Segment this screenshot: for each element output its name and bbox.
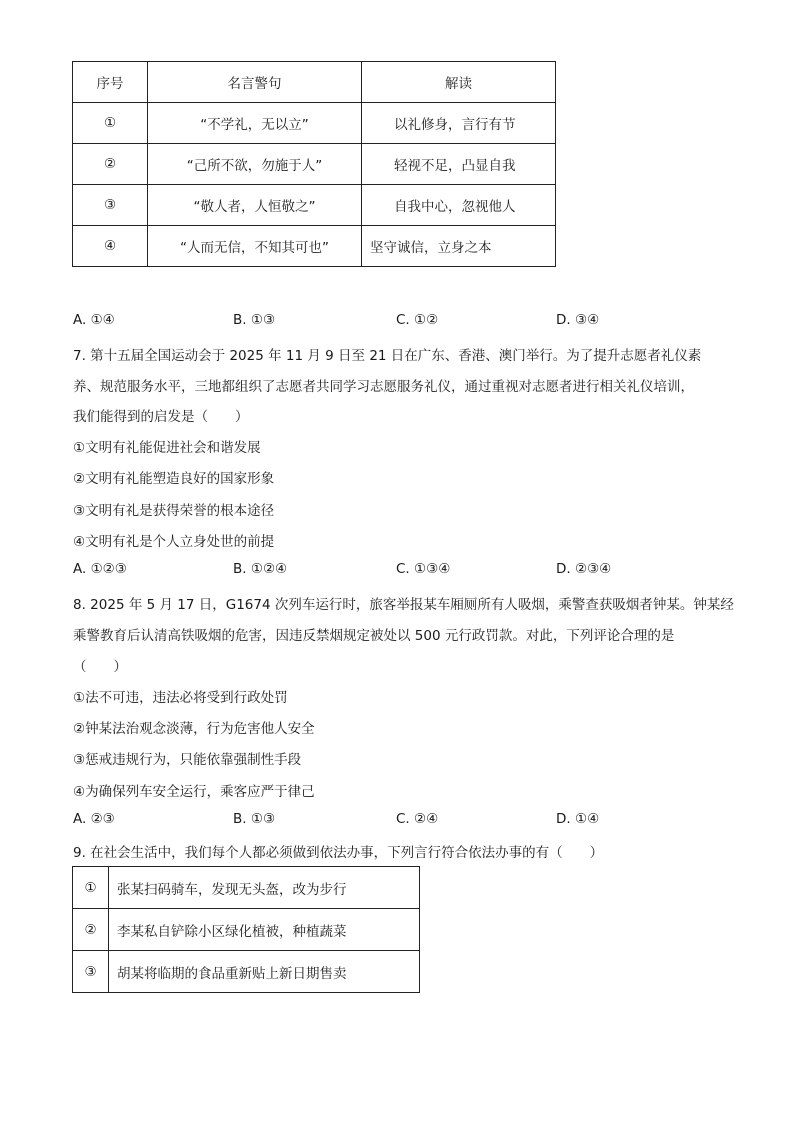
header-quote: 名言警句	[148, 62, 362, 103]
option-c: C. ②④	[396, 811, 439, 827]
statement-item: ③惩戒违规行为，只能依靠强制性手段	[73, 752, 302, 768]
option-d: D. ③④	[556, 312, 600, 328]
row-number: ①	[73, 103, 148, 144]
question-stem: 我们能得到的启发是（ ）	[73, 409, 249, 425]
behaviors-table	[72, 866, 420, 993]
row-quote: “不学礼，无以立”	[148, 103, 362, 144]
option-c: C. ①③④	[396, 561, 451, 577]
question-stem: 养、规范服务水平，三地都组织了志愿者共同学习志愿服务礼仪，通过重视对志愿者进行相关礼仪培训，	[73, 379, 694, 395]
row-number: ②	[73, 909, 109, 951]
row-meaning-cell	[362, 103, 556, 144]
statement-item: ②文明有礼能塑造良好的国家形象	[73, 471, 275, 487]
question-9-stem: 9. 在社会生活中，我们每个人都必须做到依法办事，下列言行符合依法办事的有（ ）	[73, 845, 604, 861]
table-row	[73, 867, 420, 909]
row-meaning: 以礼修身，言行有节	[394, 117, 516, 133]
header-meaning: 解读	[362, 62, 556, 103]
question-stem: （ ）	[73, 659, 127, 675]
question-stem: 8. 2025 年 5 月 17 日，G1674 次列车运行时，旅客举报某车厢厕所有人吸烟，乘警查获吸烟者钟某。钟某经	[73, 597, 734, 613]
option-c: C. ①②	[396, 312, 439, 328]
row-text: 张某扫码骑车，发现无头盔，改为步行	[109, 867, 420, 909]
statement-item: ④为确保列车安全运行，乘客应严于律己	[73, 784, 315, 800]
row-quote: “己所不欲，勿施于人”	[148, 144, 362, 185]
row-number: ③	[73, 185, 148, 226]
option-d: D. ②③④	[556, 561, 612, 577]
row-quote: “敬人者，人恒敬之”	[148, 185, 362, 226]
option-a: A. ①④	[73, 312, 115, 328]
table-row	[73, 185, 556, 226]
row-meaning-cell	[362, 185, 556, 226]
statement-item: ③文明有礼是获得荣誉的根本途径	[73, 503, 275, 519]
table-row	[73, 909, 420, 951]
header-number: 序号	[73, 62, 148, 103]
option-a: A. ②③	[73, 811, 115, 827]
table-header-row	[73, 62, 556, 103]
table-row	[73, 103, 556, 144]
option-b: B. ①③	[233, 312, 276, 328]
statement-item: ④文明有礼是个人立身处世的前提	[73, 534, 275, 550]
row-number: ①	[73, 867, 109, 909]
option-b: B. ①②④	[233, 561, 288, 577]
table-row	[73, 144, 556, 185]
row-meaning-cell	[362, 144, 556, 185]
row-meaning: 自我中心，忽视他人	[394, 199, 516, 215]
row-number: ②	[73, 144, 148, 185]
row-quote: “人而无信，不知其可也”	[148, 226, 362, 267]
row-number: ③	[73, 951, 109, 993]
row-text: 胡某将临期的食品重新贴上新日期售卖	[109, 951, 420, 993]
option-b: B. ①③	[233, 811, 276, 827]
table-row	[73, 951, 420, 993]
row-text: 李某私自铲除小区绿化植被，种植蔬菜	[109, 909, 420, 951]
question-stem: 乘警教育后认清高铁吸烟的危害，因违反禁烟规定被处以 500 元行政罚款。对此，下列评论合理的是	[73, 628, 675, 644]
question-stem: 7. 第十五届全国运动会于 2025 年 11 月 9 日至 21 日在广东、香港、澳门举行。为了提升志愿者礼仪素	[73, 348, 702, 364]
statement-item: ①文明有礼能促进社会和谐发展	[73, 440, 261, 456]
row-number: ④	[73, 226, 148, 267]
statement-item: ②钟某法治观念淡薄，行为危害他人安全	[73, 721, 315, 737]
option-d: D. ①④	[556, 811, 600, 827]
row-meaning-cell	[362, 226, 556, 267]
row-meaning: 坚守诚信，立身之本	[370, 240, 492, 256]
row-meaning: 轻视不足，凸显自我	[394, 158, 516, 174]
table-row	[73, 226, 556, 267]
maxims-table	[72, 61, 556, 267]
statement-item: ①法不可违，违法必将受到行政处罚	[73, 690, 288, 706]
option-a: A. ①②③	[73, 561, 127, 577]
